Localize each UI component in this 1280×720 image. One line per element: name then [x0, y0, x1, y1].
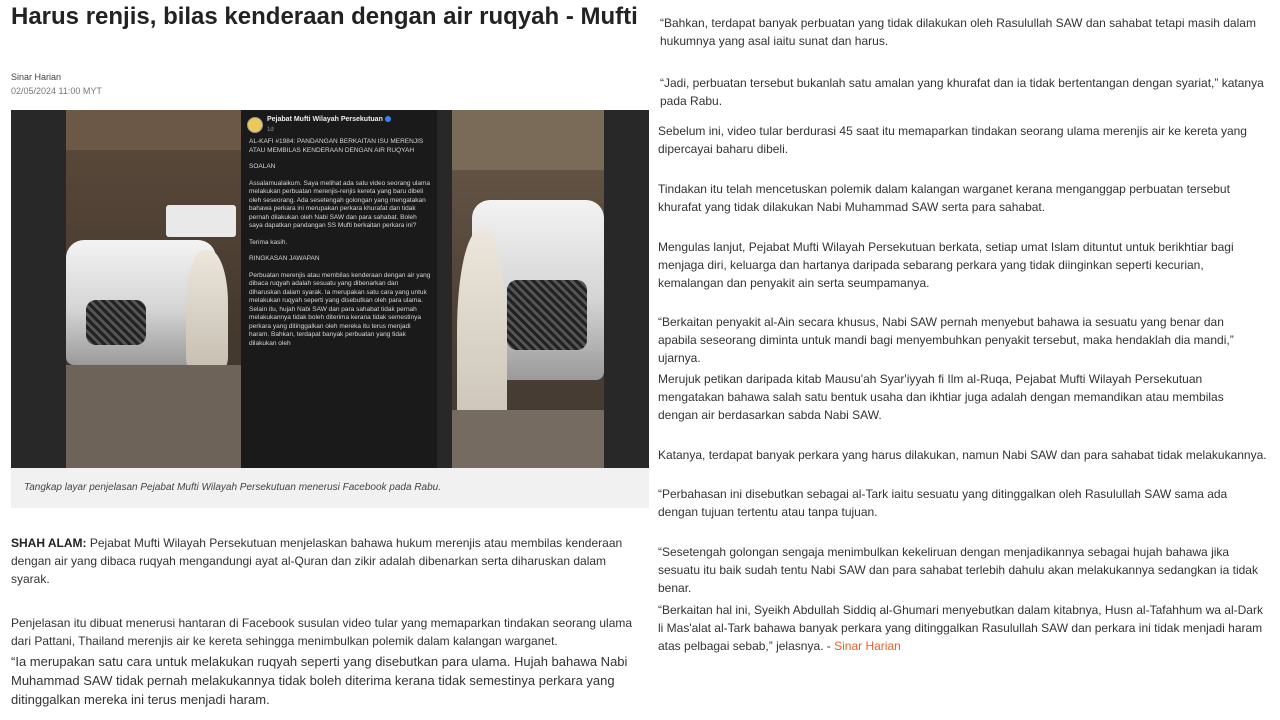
article-author[interactable]: Sinar Harian [11, 72, 62, 82]
body-paragraph: Penjelasan itu dibuat menerusi hantaran di Facebook susulan video tular yang memaparkan tindakan seorang ulama dari Pattani, Thailand merenjis air ke kereta sehingga menimbulkan polemik dalam kalangan warganet. [11, 616, 633, 648]
post-paragraph: SOALAN [249, 163, 276, 170]
article-image[interactable] [11, 110, 649, 468]
facebook-post-header [247, 115, 433, 135]
body-paragraph: Mengulas lanjut, Pejabat Mufti Wilayah Persekutuan berkata, setiap umat Islam dituntut untuk berikhtiar bagi menjaga diri, keluarga dan hartanya daripada sebarang perkara yang tidak diinginkan seperti kecurian, kemalangan dan penyakit ain serta seumpamanya. [658, 240, 1234, 290]
closing-text: “Berkaitan hal ini, Syeikh Abdullah Siddiq al-Ghumari menyebutkan dalam kitabnya, Husn al-Tafahhum wa al-Dark li Mas'alat al-Tark bahawa banyak perkara yang ditinggalkan Rasulullah SAW dan perkara ini tidak menjadi haram atas pelbagai sebab,” jelasnya. - [658, 603, 1263, 653]
page-avatar [247, 117, 263, 133]
lead-paragraph [11, 534, 641, 588]
quote-paragraph: “Ia merupakan satu cara untuk melakukan ruqyah seperti yang disebutkan para ulama. Hujah bahawa Nabi Muhammad SAW tidak pernah melakukannya tidak boleh diterima kerana tidak semestinya perkara yang ditinggalkan mereka ini terus menjadi haram. [11, 654, 628, 707]
right-column [650, 0, 1280, 720]
dateline: SHAH ALAM: [11, 536, 87, 550]
body-paragraph: Tindakan itu telah mencetuskan polemik dalam kalangan warganet kerana menganggap perbuatan tersebut khurafat yang tidak dilakukan Nabi Muhammad SAW serta para sahabat. [658, 182, 1230, 214]
page-name: Pejabat Mufti Wilayah Persekutuan [267, 116, 391, 125]
video-frame-right [452, 110, 604, 468]
facebook-post-screenshot [241, 110, 437, 468]
body-paragraph [658, 601, 1268, 655]
body-paragraph: Sebelum ini, video tular berdurasi 45 saat itu memaparkan tindakan seorang ulama merenjis air ke kereta yang dipercayai baharu dibeli. [658, 124, 1247, 156]
body-paragraph: Merujuk petikan daripada kitab Mausu'ah Syar'iyyah fi Ilm al-Ruqa, Pejabat Mufti Wilayah Persekutuan mengatakan bahawa salah satu bentuk usaha dan ikhtiar juga adalah dengan memandikan atau membilas dengan air berdasarkan sabda Nabi SAW. [658, 372, 1224, 422]
post-time: 1d [267, 127, 274, 133]
post-paragraph: Terima kasih. [249, 238, 288, 246]
body-paragraph: “Sesetengah golongan sengaja menimbulkan kekeliruan dengan menjadikannya sebagai hujah bahawa jika sesuatu itu baik sudah tentu Nabi SAW dan para sahabat terlebih dahulu akan melakukannya sedangkan ia tidak benar. [658, 545, 1258, 595]
verified-icon [385, 116, 391, 122]
image-caption: Tangkap layar penjelasan Pejabat Mufti Wilayah Persekutuan menerusi Facebook pada Rabu. [24, 482, 442, 493]
article-title: Harus renjis, bilas kenderaan dengan air ruqyah - Mufti [11, 3, 638, 30]
body-paragraph: Katanya, terdapat banyak perkara yang harus dilakukan, namun Nabi SAW dan para sahabat tidak melakukannya. [658, 448, 1267, 462]
post-paragraph: AL-KAFI #1984: PANDANGAN BERKAITAN ISU MERENJIS ATAU MEMBILAS KENDERAAN DENGAN AIR RUQYAH [249, 138, 424, 154]
body-paragraph: “Jadi, perbuatan tersebut bukanlah satu amalan yang khurafat dan ia tidak bertentangan dengan syariat,” katanya pada Rabu. [660, 76, 1264, 108]
body-paragraph: “Perbahasan ini disebutkan sebagai al-Tark iaitu sesuatu yang ditinggalkan oleh Rasulullah SAW sama ada dengan tujuan tertentu atau tanpa tujuan. [658, 487, 1228, 519]
post-paragraph: Perbuatan merenjis atau membilas kenderaan dengan air yang dibaca ruqyah adalah sesuatu yang dibenarkan dan diharuskan dalam syarak. Ia merupakan satu cara yang untuk melakukan ruqyah seperti yang disebutkan oleh para ulama. Selain itu, hujah Nabi SAW dan para sahabat tidak pernah melakukannya tidak boleh diterima kerana tidak semestinya perkara yang ditinggalkan oleh mereka itu terus menjadi haram. Bahkan, terdapat banyak perbuatan yang tidak dilakukan oleh [249, 271, 431, 347]
facebook-post-body [249, 138, 431, 356]
lead-text: Pejabat Mufti Wilayah Persekutuan menjelaskan bahawa hukum merenjis atau membilas kenderaan dengan air yang dibaca ruqyah mengandungi ayat al-Quran dan zikir adalah dibenarkan serta diharuskan dalam syarak. [11, 536, 623, 586]
image-caption-box [11, 468, 649, 508]
body-paragraph: “Bahkan, terdapat banyak perbuatan yang tidak dilakukan oleh Rasulullah SAW dan sahabat tetapi masih dalam hukumnya yang asal iaitu sunat dan harus. [660, 16, 1256, 48]
post-paragraph: RINGKASAN JAWAPAN [249, 255, 320, 262]
post-paragraph: Assalamualaikum. Saya melihat ada satu video seorang ulama melakukan perbuatan merenjis-renjis kereta yang baru dibeli oleh seseorang. Ada sesetengah golongan yang mengatakan bahawa perkara ini merupakan perkara khurafat dan tidak pernah dilakukan oleh Nabi SAW dan para sahabat. Boleh saya dapatkan pandangan SS Mufti berkaitan perkara ini? [249, 179, 431, 229]
video-frame-left [66, 110, 241, 468]
body-paragraph: “Berkaitan penyakit al-Ain secara khusus, Nabi SAW pernah menyebut bahawa ia sesuatu yang benar dan apabila seseorang diminta untuk mandi bagi menyembuhkan penyakit tersebut, maka hendaklah dia mandi,” ujarnya. [658, 315, 1234, 365]
source-link[interactable]: Sinar Harian [834, 639, 901, 653]
article-date: 02/05/2024 11:00 MYT [11, 86, 102, 96]
